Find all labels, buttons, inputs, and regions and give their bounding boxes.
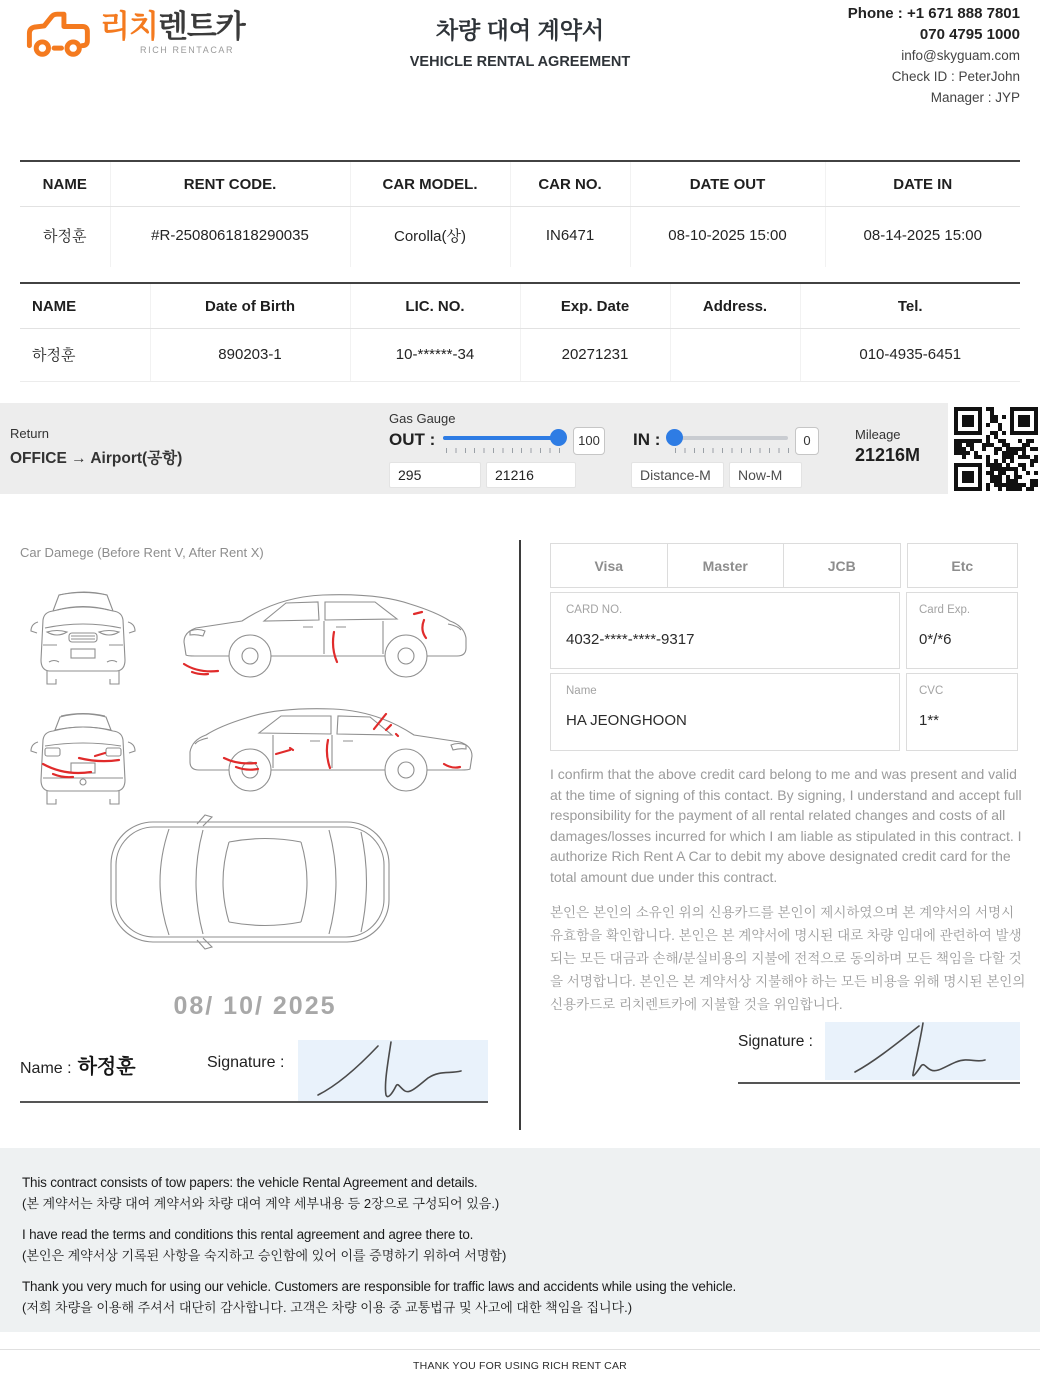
gas-out-field1[interactable]	[389, 462, 481, 488]
gas-in-slider[interactable]	[668, 429, 788, 447]
contact-info	[848, 3, 1020, 108]
driver-address	[670, 329, 800, 382]
card-confirmation-english: I confirm that the above credit card belong to me and was present and valid at the time of signing of this contact. By signing, I understand and accept full responsibility for the payment of all rental related changes and costs of all damages/losses incurred for which I am liable as stipulated in this contract. I authorize Rich Rent A Car to debit my above designated credit card for the total amount due under this contract.	[550, 766, 1022, 885]
gas-out-thumb[interactable]	[550, 429, 567, 446]
phone-primary: Phone : +1 671 888 7801	[847, 5, 1020, 22]
distance-field[interactable]	[631, 462, 724, 488]
col-dob: Date of Birth	[150, 283, 350, 329]
qr-code	[952, 403, 1040, 495]
driver-table-header-row	[20, 283, 1020, 329]
rental-table-data-row	[20, 207, 1020, 268]
logo-korean-orange: 리치	[100, 9, 158, 44]
logo-car-icon	[22, 6, 96, 68]
return-label: Return	[10, 426, 50, 441]
email: info@skyguam.com	[901, 48, 1020, 63]
col-lic-no: LIC. NO.	[350, 283, 520, 329]
term-2	[22, 1224, 1010, 1266]
return-route: OFFICE → Airport(공항)	[10, 450, 183, 467]
col-tel: Tel.	[800, 283, 1020, 329]
col-rent-code: RENT CODE.	[110, 161, 350, 207]
term-1-korean: (본 계약서는 차량 대여 계약서와 차량 대여 계약 세부내용 등 2장으로 구성되어 있음.)	[22, 1196, 500, 1211]
card-exp-label: Card Exp.	[919, 604, 971, 616]
term-1	[22, 1172, 1010, 1214]
car-front-view	[31, 592, 135, 684]
logo-text	[100, 6, 245, 55]
car-rear-view	[31, 714, 135, 805]
col-car-no: CAR NO.	[510, 161, 630, 207]
card-number-cell	[550, 592, 900, 669]
term-3-korean: (저희 차량을 이용해 주셔서 대단히 감사합니다. 고객은 차량 이용 중 교통법규 및 사고에 대한 책임을 집니다.)	[22, 1300, 633, 1315]
gas-in-thumb[interactable]	[666, 429, 683, 446]
footer-thankyou-text: THANK YOU FOR USING RICH RENT CAR	[413, 1360, 627, 1372]
card-no-value: 4032-****-****-9317	[566, 631, 695, 648]
card-exp-value: 0*/*6	[919, 631, 952, 648]
card-holder-row	[550, 673, 1018, 751]
card-type-row	[550, 543, 1018, 588]
contract-terms-section	[0, 1148, 1040, 1332]
car-side-left-view	[184, 595, 466, 677]
col-date-out: DATE OUT	[630, 161, 825, 207]
term-2-english: I have read the terms and conditions this rental agreement and agree there to.	[22, 1227, 474, 1242]
credit-card-table	[550, 543, 1018, 755]
rent-code: #R-2508061818290035	[110, 207, 350, 268]
car-model: Corolla(상)	[350, 207, 510, 268]
gas-in-ticks	[675, 448, 789, 453]
card-number-row	[550, 592, 1018, 669]
driver-table-data-row	[20, 329, 1020, 382]
now-field[interactable]	[729, 462, 802, 488]
car-side-right-view	[190, 709, 472, 791]
term-2-korean: (본인은 계약서상 기록된 사항을 숙지하고 승인함에 있어 이를 증명하기 위하여 서명함)	[22, 1248, 507, 1263]
manager: Manager : JYP	[930, 90, 1020, 105]
card-type-jcb[interactable]: JCB	[783, 543, 901, 588]
driver-lic-no: 10-******-34	[350, 329, 520, 382]
signature-stroke-right	[825, 1022, 1020, 1080]
card-exp-cell	[906, 592, 1018, 669]
card-no-label: CARD NO.	[566, 604, 623, 616]
title-korean: 차량 대여 계약서	[435, 17, 605, 43]
gas-out-ticks	[446, 448, 560, 453]
logo-subtitle: RICH RENTACAR	[140, 45, 235, 55]
card-cvc-cell	[906, 673, 1018, 751]
card-cvc-label: CVC	[919, 685, 944, 697]
footer-divider	[0, 1349, 1040, 1350]
logo-korean-dark: 렌트카	[157, 9, 245, 44]
gas-out-field2[interactable]	[486, 462, 576, 488]
col-name: NAME	[20, 161, 110, 207]
car-no: IN6471	[510, 207, 630, 268]
card-holder-label: Name	[566, 685, 597, 697]
driver-exp-date: 20271231	[520, 329, 670, 382]
return-gas-band	[0, 403, 948, 494]
signature-label-right: Signature :	[738, 1033, 813, 1050]
name-label: Name :	[20, 1060, 72, 1077]
card-holder-value: HA JEONGHOON	[566, 712, 687, 729]
damage-check-date: 08/ 10/ 2025	[173, 992, 337, 1020]
car-top-view	[111, 815, 389, 949]
renter-name-row	[20, 1050, 136, 1079]
col-exp-date: Exp. Date	[520, 283, 670, 329]
card-type-visa[interactable]: Visa	[550, 543, 668, 588]
driver-info-table	[20, 282, 1020, 382]
title-english: VEHICLE RENTAL AGREEMENT	[409, 54, 631, 70]
signature-pad-right[interactable]	[825, 1022, 1020, 1080]
mileage-label: Mileage	[855, 427, 901, 442]
driver-dob: 890203-1	[150, 329, 350, 382]
gas-out-value[interactable]: 100	[573, 427, 605, 455]
signature-pad-left[interactable]	[298, 1040, 488, 1102]
check-id: Check ID : PeterJohn	[891, 69, 1020, 84]
gas-in-label: IN :	[633, 430, 661, 449]
gas-out-label: OUT :	[389, 430, 436, 449]
document-title	[320, 12, 720, 70]
phone-secondary: 070 4795 1000	[919, 26, 1020, 43]
rental-table-header-row	[20, 161, 1020, 207]
gas-out-slider[interactable]	[443, 429, 563, 447]
driver-name: 하정훈	[20, 329, 150, 382]
driver-tel: 010-4935-6451	[800, 329, 1020, 382]
col-date-in: DATE IN	[825, 161, 1020, 207]
company-logo	[22, 6, 245, 68]
gas-gauge-label: Gas Gauge	[389, 411, 456, 426]
gas-out-fill	[443, 436, 563, 440]
term-3-english: Thank you very much for using our vehicle. Customers are responsible for traffic laws and accidents while using the vehicle.	[22, 1279, 737, 1294]
card-type-etc[interactable]: Etc	[907, 543, 1019, 588]
signature-line-left	[20, 1101, 488, 1103]
gas-in-value[interactable]: 0	[795, 427, 819, 455]
car-damage-diagram	[20, 566, 490, 964]
mileage-value: 21216M	[855, 445, 921, 465]
column-divider	[519, 540, 521, 1130]
rental-info-table	[20, 160, 1020, 267]
date-out: 08-10-2025 15:00	[630, 207, 825, 268]
gas-in-track	[668, 436, 788, 440]
signature-stroke-left	[298, 1040, 488, 1102]
col-driver-name: NAME	[20, 283, 150, 329]
car-damage-title: Car Damege (Before Rent V, After Rent X)	[20, 545, 264, 560]
card-type-master[interactable]: Master	[667, 543, 785, 588]
term-1-english: This contract consists of tow papers: the vehicle Rental Agreement and details.	[22, 1175, 478, 1190]
card-cvc-value: 1**	[919, 712, 940, 729]
renter-name: 하정훈	[43, 228, 87, 245]
col-address: Address.	[670, 283, 800, 329]
col-car-model: CAR MODEL.	[350, 161, 510, 207]
signature-label-left: Signature :	[207, 1054, 285, 1071]
card-holder-cell	[550, 673, 900, 751]
date-in: 08-14-2025 15:00	[825, 207, 1020, 268]
card-confirmation-korean: 본인은 본인의 소유인 위의 신용카드를 본인이 제시하였으며 본 계약서의 서명시 유효함을 확인합니다. 본인은 본 계약서에 명시된 대로 차량 임대에 관련하여 발생되는 모든 대금과 손해/분실비용의 지불에 전적으로 동의하며 모든 책임을 다할 것을 서명합니다. 본인은 본 계약서상 지불해야 하는 모든 비용을 위해 명시된 본인의 신용카드로 리치렌트카에 지불할 것을 위임합니다.	[550, 905, 1026, 1012]
signature-line-right	[738, 1082, 1020, 1084]
name-value: 하정훈	[77, 1056, 136, 1078]
term-3	[22, 1276, 1010, 1318]
